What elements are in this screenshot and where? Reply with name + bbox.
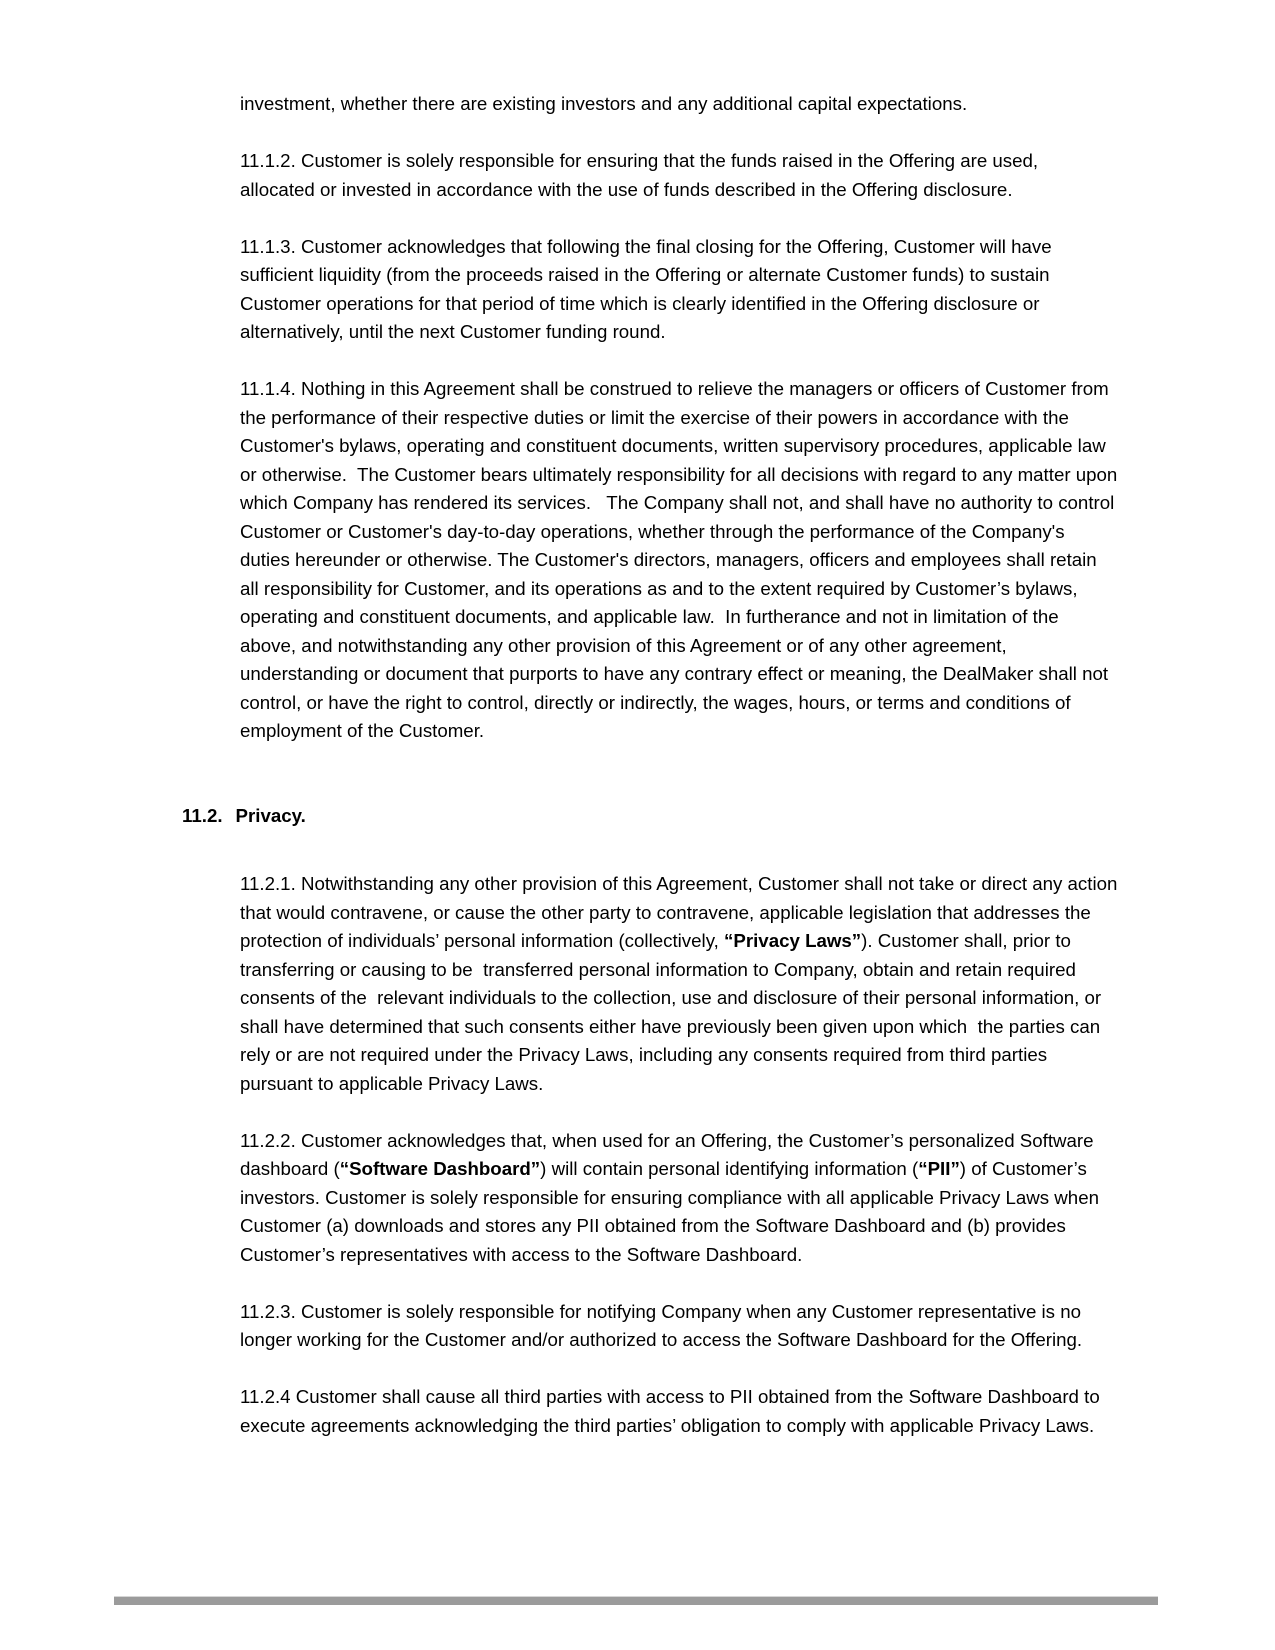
paragraph-text: 11.2.2. Customer acknowledges that, when used for an Offering, the Customer’s personalized Software dashboard ( — [240, 1129, 1099, 1179]
paragraph-text: 11.2.3. Customer is solely responsible for notifying Company when any Customer representative is no longer working for the Customer and/or authorized to access the Software Dashboard for the Offering. — [240, 1300, 1087, 1350]
paragraph-text: ). Customer shall, prior to transferring or causing to be transferred personal information to Company, obtain and retain required consents of the relevant individuals to the collection, use and disclosure of their personal information, or shall have determined that such consents either have previously been given upon which the parties can rely or are not required under the Privacy Laws, including any consents required from third parties pursuant to applicable Privacy Laws. — [240, 930, 1112, 1094]
defined-term-software-dashboard: “Software Dashboard” — [339, 1158, 541, 1179]
paragraph-11-2-3 — [240, 1298, 1118, 1355]
paragraph-11-1-3 — [240, 233, 1118, 347]
paragraph-11-2-1 — [240, 870, 1123, 1098]
paragraph-text: 11.1.3. Customer acknowledges that following the final closing for the Offering, Customer will have sufficient liquidity (from the proceeds raised in the Offering or alternate Customer funds) to sustain Customer operations for that period of time which is clearly identified in the Offering disclosure or alternatively, until the next Customer funding round. — [240, 235, 1057, 342]
paragraph-text: 11.1.4. Nothing in this Agreement shall be construed to relieve the managers or officers of Customer from the performance of their respective duties or limit the exercise of their powers in accordance with the Customer's bylaws, operating and constituent documents, written supervisory procedures, applicable law or otherwise. The Customer bears ultimately responsibility for all decisions with regard to any matter upon which Company has rendered its services. The Company shall not, and shall have no authority to control Customer or Customer's day-to-day operations, whether through the performance of the Company's duties hereunder or otherwise. The Customer's directors, managers, officers and employees shall retain all responsibility for Customer, and its operations as and to the extent required by Customer’s bylaws, operating and constituent documents, and applicable law. In furtherance and not in limitation of the above, and notwithstanding any other provision of this Agreement or of any other agreement, understanding or document that purports to have any contrary effect or meaning, the DealMaker shall not control, or have the right to control, directly or indirectly, the wages, hours, or terms and conditions of employment of the Customer. — [240, 378, 1123, 741]
defined-term-pii: “PII” — [918, 1158, 960, 1179]
section-title: Privacy. — [235, 804, 306, 826]
paragraph-text: investment, whether there are existing investors and any additional capital expectations. — [240, 93, 968, 114]
paragraph-text: 11.1.2. Customer is solely responsible for ensuring that the funds raised in the Offering are used, allocated or invested in accordance with the use of funds described in the Offering disclosure. — [240, 150, 1044, 200]
section-heading-11-2 — [182, 802, 1118, 831]
paragraph-11-2-4 — [240, 1383, 1118, 1440]
paragraph-text: ) of Customer’s investors. Customer is solely responsible for ensuring compliance with all applicable Privacy Laws when Customer (a) downloads and stores any PII obtained from the Software Dashboard and (b) provides Customer’s representatives with access to the Software Dashboard. — [240, 1158, 1105, 1265]
paragraph-11-1-4 — [240, 375, 1123, 746]
page-footer-bar — [114, 1596, 1158, 1605]
paragraph-text: 11.2.1. Notwithstanding any other provision of this Agreement, Customer shall not take or direct any action that would contravene, or cause the other party to contravene, applicable legislation that addresses the protection of individuals’ personal information (collectively, — [240, 873, 1123, 951]
document-content — [182, 90, 1123, 1469]
paragraph-11-2-2 — [240, 1127, 1118, 1270]
defined-term-privacy-laws: “Privacy Laws” — [724, 930, 862, 951]
paragraph-text: 11.2.4 Customer shall cause all third parties with access to PII obtained from the Software Dashboard to execute agreements acknowledging the third parties’ obligation to comply with applicable Privacy Laws. — [240, 1386, 1105, 1436]
paragraph-11-1-1-continuation — [240, 90, 1118, 119]
paragraph-text: ) will contain personal identifying information ( — [540, 1158, 919, 1179]
paragraph-11-1-2 — [240, 147, 1118, 204]
section-number: 11.2. — [182, 804, 223, 826]
